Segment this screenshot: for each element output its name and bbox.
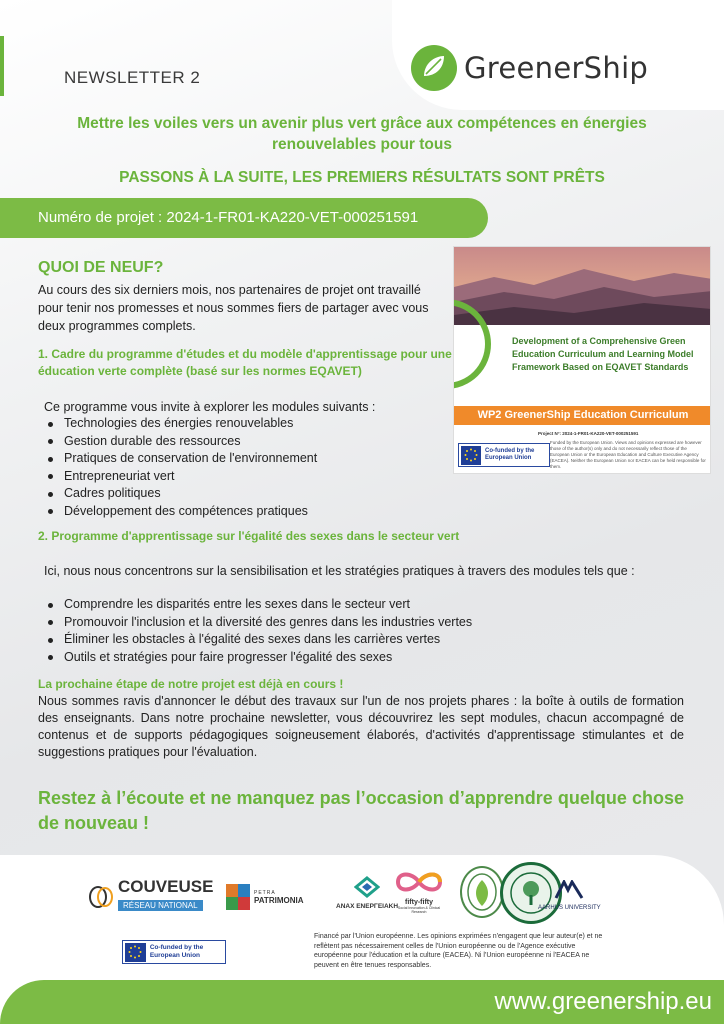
fifty-fifty-label: fifty-fifty [405,899,433,906]
footer-eu-badge [122,940,226,964]
eu-disclaimer: Financé par l'Union européenne. Les opinions exprimées n'engagent que leur auteur(e) et ne reflètent pas nécessairement celles de l'Union européenne ou de l'Agence exécutive européenne pour l'éducation et la culture (EACEA). Ni l'Union européenne ni l'EACEA ne peuvent en être tenues responsables. [314,933,603,969]
aarhus-label: AARHUS UNIVERSITY [538,905,601,911]
cover-project-number: Project N°: 2024-1-FR01-KA220-VET-000251591 [538,431,639,436]
petra-label: PETRA [254,889,276,896]
corner-accent-stripe [0,36,4,96]
patrimonia-label: PATRIMONIA [254,895,304,905]
couveuse-name: COUVEUSE [118,877,214,896]
footer-eu-label: Co-funded by the European Union [149,944,204,959]
couveuse-egg-icon [88,883,114,909]
stay-tuned-callout: Restez à l’écoute et ne manquez pas l’occasion d’apprendre quelque chose de nouveau ! [38,788,684,833]
list-item: Pratiques de conservation de l'environnement [44,450,317,468]
brand-name: GreenerShip [464,51,649,85]
anax-label: ANAX ΕΝΕΡΓΕΙΑΚΗ [336,903,399,910]
program1-title: 1. Cadre du programme d'études et du modèle d'apprentissage pour une éducation verte complète (basé sur les normes EQAVET) [38,347,452,378]
cover-title: Development of a Comprehensive Green Education Curriculum and Learning Model Framework Based on EQAVET Standards [512,336,694,372]
aarhus-mark-icon [554,880,584,900]
partner-seal-logo [460,866,504,918]
list-item: Éliminer les obstacles à l'égalité des sexes dans les carrières vertes [44,631,472,649]
leaf-seal-icon [462,868,502,916]
list-item: Entrepreneuriat vert [44,468,317,486]
eu-flag-icon [461,446,481,465]
petra-mark-icon [226,884,250,910]
petra-patrimonia-logo [226,884,303,910]
subheadline: PASSONS À LA SUITE, LES PREMIERS RÉSULTATS SONT PRÊTS [119,169,605,186]
fifty-fifty-subtitle: Social Innovation & Clinical Research [397,906,441,914]
cover-eu-label: Co-funded by the European Union [485,448,535,461]
project-number-pill: Numéro de projet : 2024-1-FR01-KA220-VET-000251591 [18,198,488,238]
next-step-title: La prochaine étape de notre projet est déjà en cours ! [38,677,344,691]
headline: Mettre les voiles vers un avenir plus vert grâce aux compétences en énergies renouvelables pour tous [77,115,647,153]
program1-intro: Ce programme vous invite à explorer les modules suivants : [44,400,376,414]
news-intro-text: Au cours des six derniers mois, nos partenaires de projet ont travaillé pour tenir nos promesses et nous sommes fiers de partager avec vous deux programmes complets. [38,283,429,333]
eu-flag-icon [125,943,146,962]
list-item: Comprendre les disparités entre les sexes dans le secteur vert [44,596,472,614]
anax-mark-icon [354,876,380,898]
anax-logo [336,876,398,910]
list-item: Promouvoir l'inclusion et la diversité des genres dans les industries vertes [44,614,472,632]
program2-intro: Ici, nous nous concentrons sur la sensibilisation et les stratégies pratiques à travers des modules tels que : [44,564,635,578]
cover-fineprint: Funded by the European Union. Views and opinions expressed are however those of the author(s) only and do not necessarily reflect those of the European Union or the European Education and Culture Executive Agency (EACEA). Neither the European Union nor EACEA can be held responsible for them. [550,440,706,469]
curriculum-cover-image [453,246,711,474]
program2-title: 2. Programme d'apprentissage sur l'égalité des sexes dans le secteur vert [38,529,460,543]
list-item: Technologies des énergies renouvelables [44,415,317,433]
program1-module-list [44,415,317,520]
list-item: Gestion durable des ressources [44,433,317,451]
aarhus-university-logo [538,880,601,911]
fifty-fifty-logo [392,870,446,914]
couveuse-subtitle: RÉSEAU NATIONAL [118,900,203,911]
list-item: Outils et stratégies pour faire progresser l'égalité des sexes [44,649,472,667]
green-ring-decoration [453,289,496,399]
brand-logo [410,44,648,92]
news-section-title: QUOI DE NEUF? [38,259,164,276]
next-step-text: Nous sommes ravis d'annoncer le début des travaux sur l'un de nos projets phares : la boîte à outils de formation des enseignants. Dans notre prochaine newsletter, vous découvrirez les sept modules, chacun accompagné de contenus et de supports pédagogiques soigneusement élaborés, d'activités d'apprentissage stimulantes et de suggestions pratiques pour l'évaluation. [38,694,684,759]
infinity-icon [392,870,446,894]
list-item: Développement des compétences pratiques [44,503,317,521]
website-link[interactable]: www.greenership.eu [494,988,712,1015]
program2-module-list [44,596,472,666]
list-item: Cadres politiques [44,485,317,503]
cover-banner: WP2 GreenerShip Education Curriculum [454,406,711,425]
cover-eu-badge [458,443,550,467]
couveuse-logo [88,878,213,913]
newsletter-label: NEWSLETTER 2 [64,68,201,87]
leaf-logo-icon [410,44,458,92]
